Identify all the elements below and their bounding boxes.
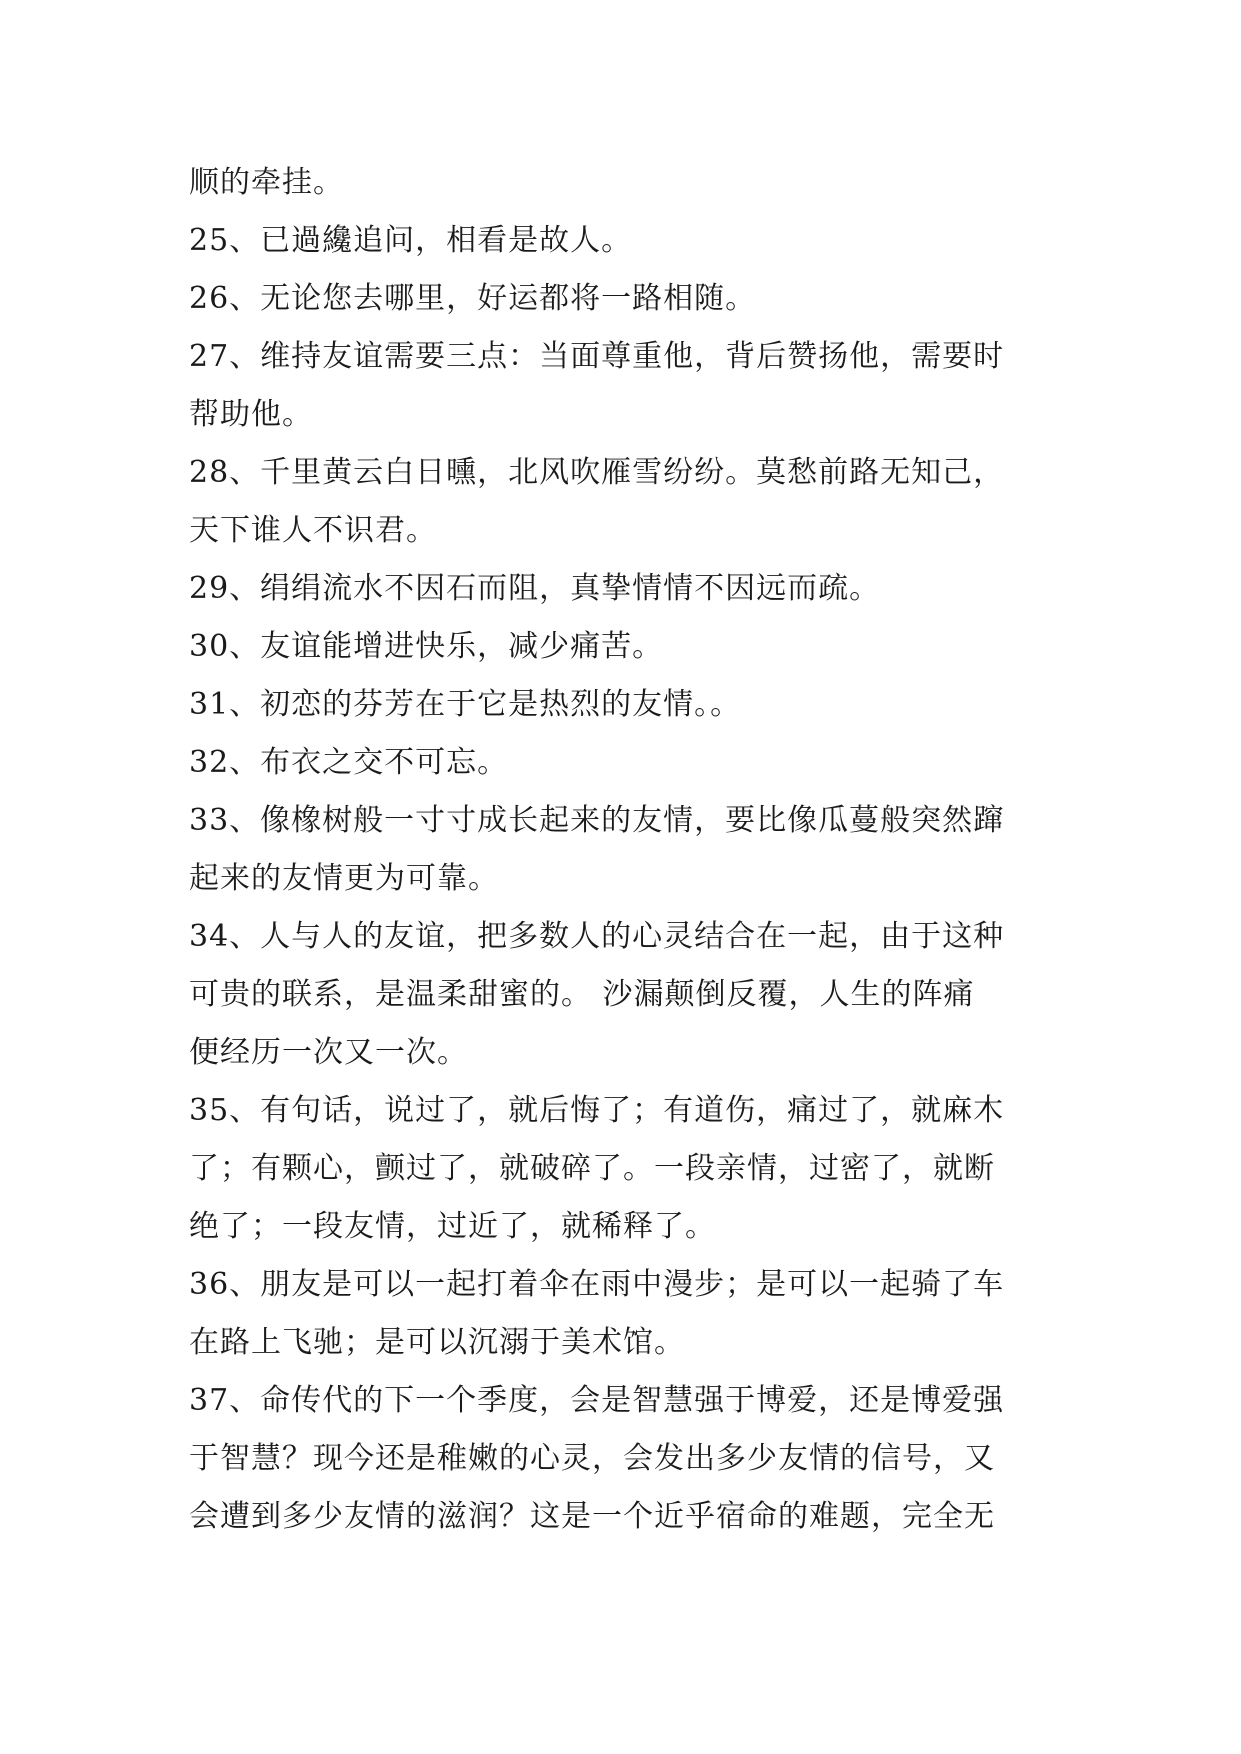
text-line: 于智慧？现今还是稚嫩的心灵，会发出多少友情的信号，又 <box>189 1441 995 1476</box>
text-line: 25、已過纔追问，相看是故人。 <box>189 223 633 258</box>
text-line: 36、朋友是可以一起打着伞在雨中漫步；是可以一起骑了车 <box>189 1267 1005 1302</box>
text-line: 35、有句话，说过了，就后悔了；有道伤，痛过了，就麻木 <box>189 1093 1005 1128</box>
text-line: 帮助他。 <box>189 397 313 432</box>
text-line: 可贵的联系，是温柔甜蜜的。 沙漏颠倒反覆，人生的阵痛 <box>189 977 975 1012</box>
text-line: 便经历一次又一次。 <box>189 1035 468 1070</box>
text-line: 了；有颗心，颤过了，就破碎了。一段亲情，过密了，就断 <box>189 1151 995 1186</box>
text-line: 在路上飞驰；是可以沉溺于美术馆。 <box>189 1325 685 1360</box>
text-line: 顺的牵挂。 <box>189 165 344 200</box>
text-line: 32、布衣之交不可忘。 <box>189 745 509 780</box>
text-line: 28、千里黄云白日曛，北风吹雁雪纷纷。莫愁前路无知己， <box>189 455 1005 490</box>
text-line: 37、命传代的下一个季度，会是智慧强于博爱，还是博爱强 <box>189 1383 1005 1418</box>
text-line: 34、人与人的友谊，把多数人的心灵结合在一起，由于这种 <box>189 919 1005 954</box>
text-line: 天下谁人不识君。 <box>189 513 437 548</box>
text-line: 29、绢绢流水不因石而阻，真挚情情不因远而疏。 <box>189 571 881 606</box>
text-line: 会遭到多少友情的滋润？这是一个近乎宿命的难题，完全无 <box>189 1499 995 1534</box>
text-line: 绝了；一段友情，过近了，就稀释了。 <box>189 1209 716 1244</box>
text-line: 起来的友情更为可靠。 <box>189 861 499 896</box>
text-line: 30、友谊能增进快乐，减少痛苦。 <box>189 629 664 664</box>
text-line: 33、像橡树般一寸寸成长起来的友情，要比像瓜蔓般突然蹿 <box>189 803 1005 838</box>
text-line: 27、维持友谊需要三点：当面尊重他，背后赞扬他，需要时 <box>189 339 1005 374</box>
document-body <box>189 154 1064 1546</box>
text-line: 31、初恋的芬芳在于它是热烈的友情。。 <box>189 687 742 722</box>
text-line: 26、无论您去哪里，好运都将一路相随。 <box>189 281 757 316</box>
